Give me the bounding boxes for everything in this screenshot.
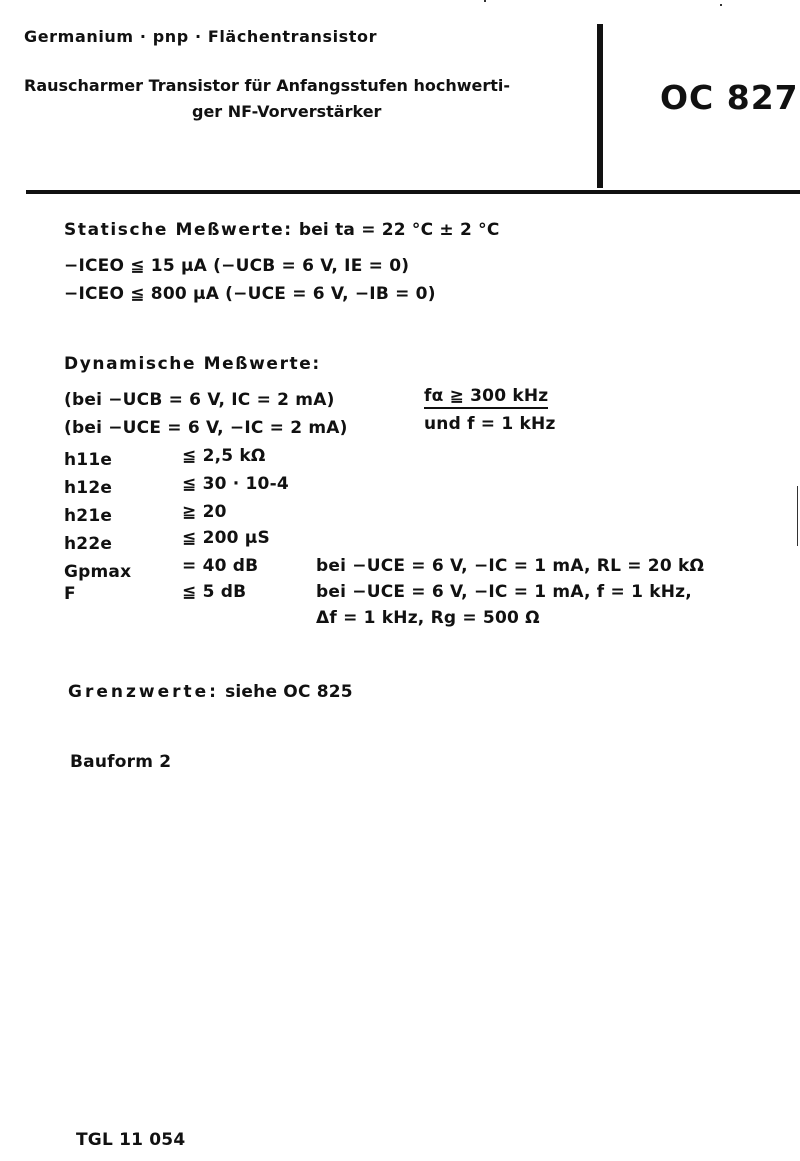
param-note-f-continuation: Δf = 1 kHz, Rg = 500 Ω [316,608,540,628]
dynamic-condition-1: (bei −UCB = 6 V, IC = 2 mA) [64,390,335,410]
bauform-label: Bauform 2 [70,752,172,772]
description-line-2: ger NF-Vorverstärker [192,102,382,121]
param-value-h11e: ≦ 2,5 kΩ [182,446,266,466]
static-condition: bei ta = 22 °C ± 2 °C [298,220,500,240]
param-name-h11e: h11e [64,450,113,470]
f-alpha-value: fα ≧ 300 kHz [424,386,548,409]
subtitle-line: Germanium · pnp · Flächentransistor [24,27,378,46]
param-value-f: ≦ 5 dB [182,582,247,602]
param-note-f: bei −UCE = 6 V, −IC = 1 mA, f = 1 kHz, [316,582,692,602]
scan-speck [720,4,722,6]
param-name-f: F [64,584,76,604]
static-row-iceo-1: −ICEO ≦ 15 µA (−UCB = 6 V, IE = 0) [64,256,410,276]
static-heading: Statische Meßwerte: [64,220,293,240]
dynamic-condition-2: (bei −UCE = 6 V, −IC = 2 mA) [64,418,348,438]
param-note-gpmax: bei −UCE = 6 V, −IC = 1 mA, RL = 20 kΩ [316,556,705,576]
dynamic-condition-2-result: und f = 1 kHz [424,414,556,434]
param-name-h21e: h21e [64,506,113,526]
param-name-h22e: h22e [64,534,113,554]
dynamic-condition-1-result [424,386,548,406]
param-value-gpmax: = 40 dB [182,556,259,576]
header-vertical-divider [597,24,603,188]
static-section-title [64,220,500,240]
limits-heading: Grenzwerte: [68,682,219,702]
param-value-h21e: ≧ 20 [182,502,227,522]
param-value-h12e: ≦ 30 · 10-4 [182,474,289,494]
scan-speck [484,0,486,2]
param-name-gpmax: Gpmax [64,562,132,582]
header-horizontal-rule [26,190,800,194]
type-designation: OC 827 [660,78,799,117]
dynamic-heading: Dynamische Meßwerte: [64,354,321,374]
description-line-1: Rauscharmer Transistor für Anfangsstufen hochwerti- [24,76,511,95]
scan-edge-mark [797,486,798,546]
static-row-iceo-2: −ICEO ≦ 800 µA (−UCE = 6 V, −IB = 0) [64,284,436,304]
param-name-h12e: h12e [64,478,113,498]
limits-section [68,682,353,702]
footer-standard: TGL 11 054 [76,1130,186,1150]
param-value-h22e: ≦ 200 µS [182,528,270,548]
limits-text: siehe OC 825 [225,682,353,702]
